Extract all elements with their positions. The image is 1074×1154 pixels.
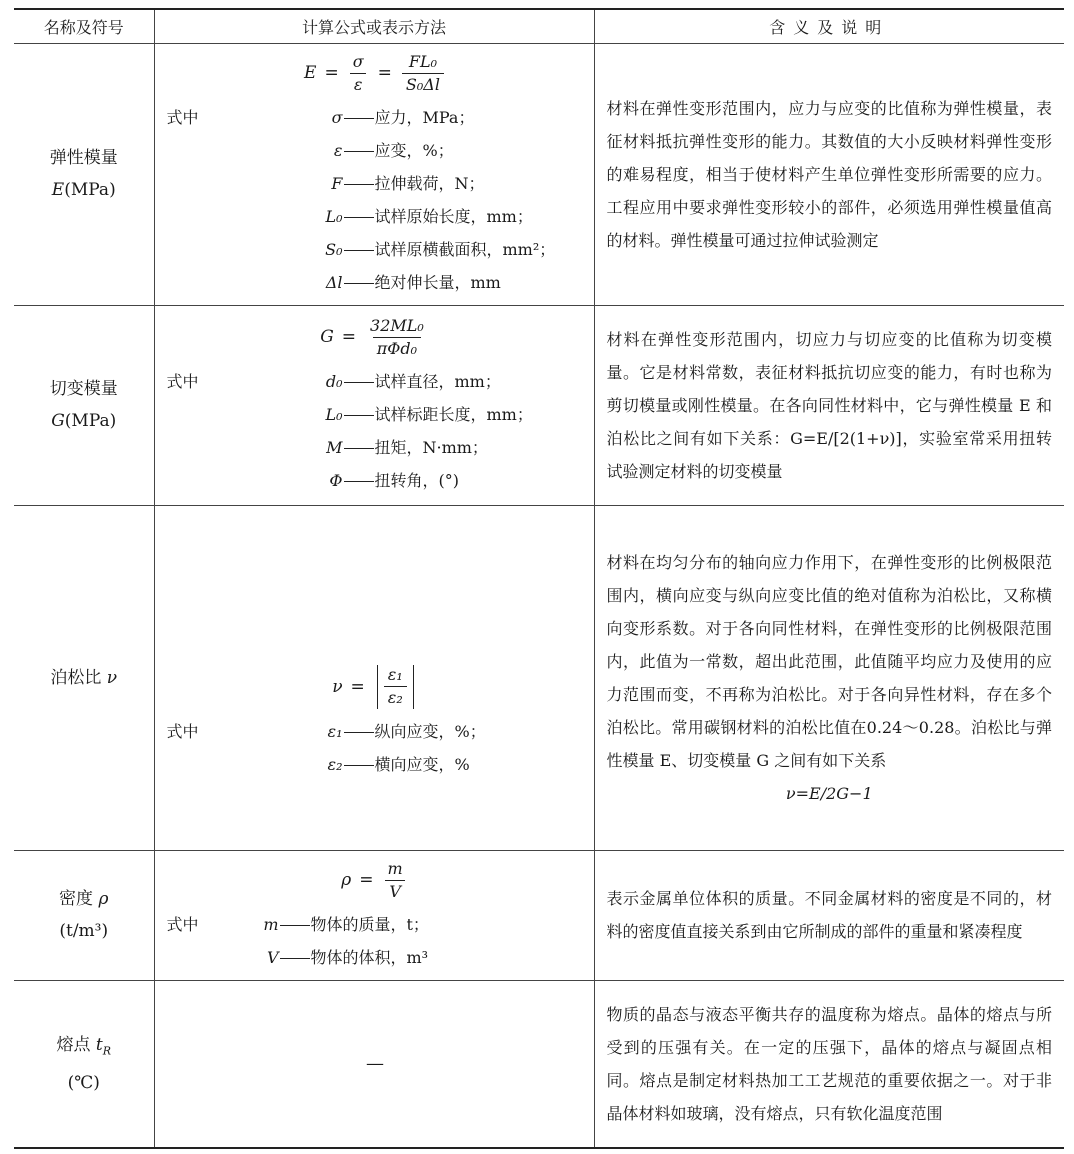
formula-lhs: E [304, 63, 317, 83]
property-name: 切变模量 [49, 379, 118, 399]
formula-fraction [402, 52, 444, 95]
formula-equation: ν = $\frac{\text{ε₁}}{\text{ε₂}}$ [167, 665, 584, 709]
where-var: Φ [329, 470, 343, 490]
description-cell [594, 505, 1064, 850]
formula-cell [154, 305, 594, 505]
property-name: 密度 [59, 889, 94, 909]
fraction-numerator: m [387, 858, 403, 878]
fraction-denominator: ε [350, 73, 367, 95]
property-name: 泊松比 [50, 667, 102, 688]
where-list [167, 908, 584, 974]
property-unit: (t/m³) [59, 921, 109, 941]
fraction-denominator: πΦd₀ [373, 337, 421, 359]
where-lead: 式中 [166, 721, 199, 741]
property-symbol: E [51, 180, 65, 200]
formula-lhs: ρ [341, 870, 352, 890]
where-desc: 绝对伸长量，mm [374, 272, 501, 292]
formula-fraction [384, 859, 407, 902]
where-desc: 扭矩，N·mm； [374, 437, 488, 457]
where-list [167, 101, 584, 299]
property-symbol: G [51, 411, 65, 431]
where-var: m [263, 914, 279, 934]
where-lead: 式中 [166, 914, 199, 934]
where-var: L₀ [325, 206, 343, 226]
property-name-cell [14, 980, 154, 1148]
formula-lhs: ν [332, 676, 343, 697]
formula-cell: — [154, 980, 594, 1148]
material-properties-table [14, 8, 1064, 1149]
description-equation: ν=E/2G−1 [785, 783, 873, 803]
table-row [14, 305, 1064, 505]
formula-fraction [384, 665, 407, 708]
where-list [167, 715, 584, 781]
property-name-cell [14, 505, 154, 850]
property-name: 弹性模量 [49, 148, 118, 168]
description-cell: 材料在弹性变形范围内，切应力与切应变的比值称为切变模量。它是材料常数，表征材料抵抗切应变的能力，有时也称为剪切模量或刚性模量。在各向同性材料中，它与弹性模量 E 和泊松比之间有如下关系：G=E/[2(1+ν)]，实验室常采用扭转试验测定材料的切变模量 [594, 305, 1064, 505]
property-name-cell [14, 43, 154, 305]
where-var: d₀ [325, 371, 343, 391]
absolute-bar [377, 665, 378, 709]
formula-equation: ρ = $\frac{m}{V}$ [167, 859, 584, 902]
property-unit: (MPa) [64, 180, 116, 200]
table-row [14, 43, 1064, 305]
fraction-numerator: FL₀ [408, 51, 437, 71]
property-name: 熔点 [56, 1034, 91, 1055]
table-header-row [14, 9, 1064, 43]
table-row [14, 980, 1064, 1148]
header-name: 名称及符号 [14, 9, 154, 43]
fraction-denominator: S₀Δl [402, 73, 444, 95]
where-list [167, 365, 584, 497]
fraction-numerator: σ [352, 51, 364, 71]
where-var: V [266, 947, 279, 967]
formula-cell [154, 850, 594, 980]
description-cell: 表示金属单位体积的质量。不同金属材料的密度是不同的，材料的密度值直接关系到由它所制成的部件的重量和紧凑程度 [594, 850, 1064, 980]
where-lead: 式中 [166, 107, 199, 127]
property-name-cell [14, 850, 154, 980]
header-formula: 计算公式或表示方法 [154, 9, 594, 43]
where-desc: 物体的质量，t； [310, 914, 429, 934]
fraction-denominator: V [385, 880, 405, 902]
description-cell: 材料在弹性变形范围内，应力与应变的比值称为弹性模量，表征材料抵抗弹性变形的能力。其数值的大小反映材料弹性变形的难易程度，相当于使材料产生单位弹性变形所需要的应力。工程应用中要求弹性变形较小的部件，必须选用弹性模量值高的材料。弹性模量可通过拉伸试验测定 [594, 43, 1064, 305]
fraction-denominator: ε₂ [384, 686, 407, 708]
where-desc: 应变，%； [374, 140, 454, 160]
property-symbol: ν [106, 667, 118, 688]
where-var: S₀ [325, 239, 343, 259]
fraction-numerator: 32ML₀ [370, 315, 424, 335]
where-lead: 式中 [166, 371, 199, 391]
formula-fraction [349, 52, 368, 95]
where-var: F [331, 173, 343, 193]
where-desc: 试样直径，mm； [374, 371, 501, 391]
table-row [14, 850, 1064, 980]
formula-cell [154, 505, 594, 850]
where-var: Δl [325, 272, 343, 292]
where-var: L₀ [325, 404, 343, 424]
where-desc: 试样原始长度，mm； [374, 206, 533, 226]
where-desc: 横向应变，% [374, 754, 470, 774]
property-symbol: ρ [98, 889, 109, 909]
where-desc: 试样标距长度，mm； [374, 404, 533, 424]
where-desc: 扭转角，(°) [374, 470, 459, 490]
formula-fraction [366, 316, 428, 359]
property-unit: (℃) [67, 1072, 100, 1093]
where-desc: 物体的体积，m³ [310, 947, 429, 967]
table-row [14, 505, 1064, 850]
where-desc: 拉伸载荷，N； [374, 173, 485, 193]
fraction-numerator: ε₁ [387, 665, 403, 684]
property-unit: (MPa) [64, 411, 117, 431]
where-var: ε₂ [327, 754, 343, 774]
formula-lhs: G [320, 327, 334, 347]
property-symbol: $t_R$ [95, 1034, 112, 1057]
where-var: ε₁ [327, 721, 343, 741]
absolute-bar [413, 665, 414, 709]
header-description: 含义及说明 [594, 9, 1064, 43]
where-desc: 纵向应变，%； [374, 721, 486, 741]
property-name-cell [14, 305, 154, 505]
where-var: σ [331, 107, 343, 127]
formula-equation: G = $\frac{\text{32ML₀}}{\text{πΦd₀}}$ [167, 316, 584, 359]
where-desc: 试样原横截面积，mm²； [374, 239, 556, 259]
description-cell: 物质的晶态与液态平衡共存的温度称为熔点。晶体的熔点与所受到的压强有关。在一定的压强下，晶体的熔点与凝固点相同。熔点是制定材料热加工工艺规范的重要依据之一。对于非晶体材料如玻璃，没有熔点，只有软化温度范围 [594, 980, 1064, 1148]
formula-cell [154, 43, 594, 305]
where-var: ε [333, 140, 343, 160]
where-var: M [326, 437, 343, 457]
formula-equation: E = $\frac{\sigma}{\varepsilon}$ = $\frac{\text{FL₀}}{\text{S₀Δl}}$ [167, 52, 584, 95]
description-text: 材料在均匀分布的轴向应力作用下，在弹性变形的比例极限范围内，横向应变与纵向应变比值的绝对值称为泊松比，又称横向变形系数。对于各向同性材料，在弹性变形的比例极限范围内，此值为一常数，超出此范围，此值随平均应力及使用的应力范围而变，不再称为泊松比。对于各向异性材料，存在多个泊松比。常用碳钢材料的泊松比值在0.24～0.28。泊松比与弹性模量 E、切变模量 G 之间有如下关系 [606, 552, 1052, 770]
where-desc: 应力，MPa； [374, 107, 475, 127]
